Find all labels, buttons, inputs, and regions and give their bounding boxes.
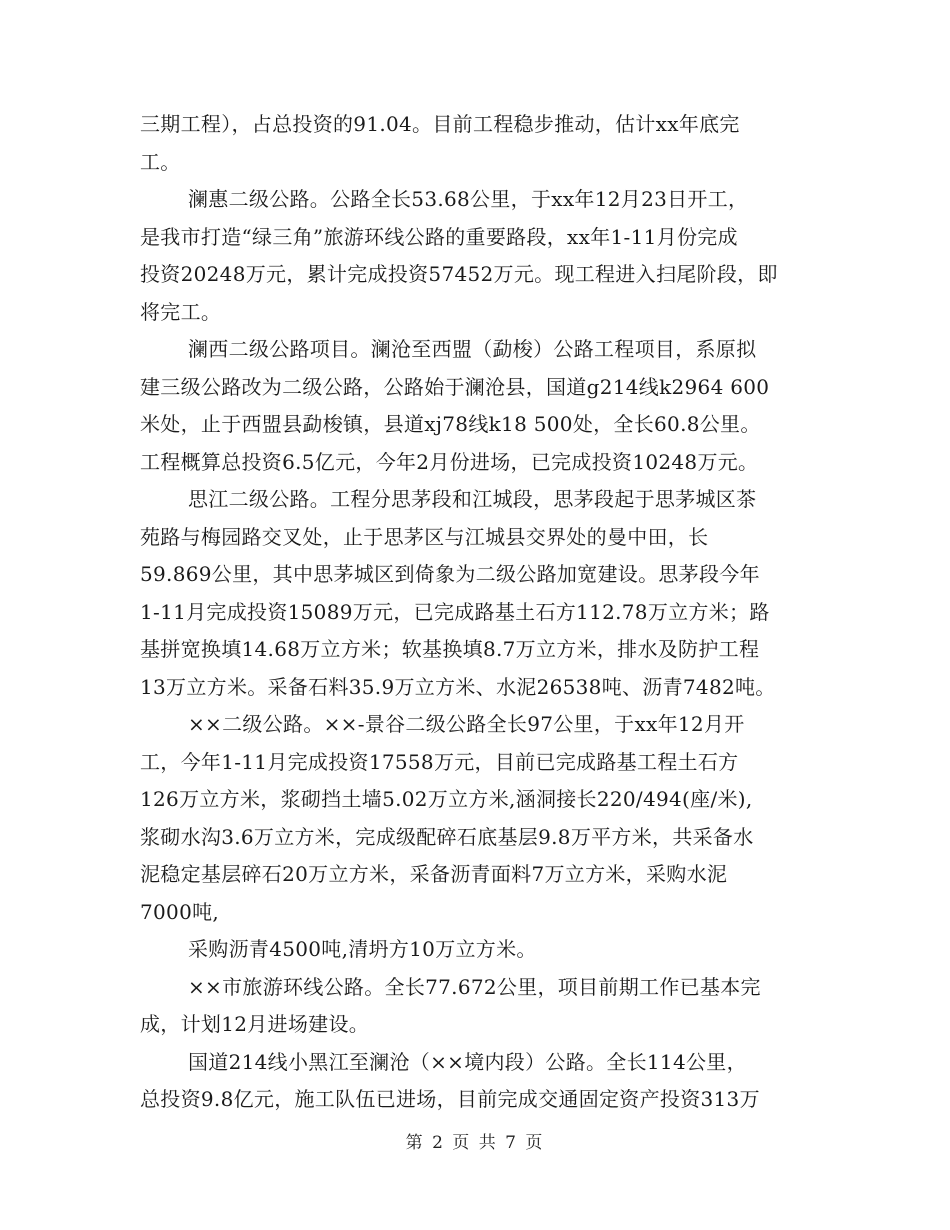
paragraph-line: 126万立方米，浆砌挡土墙5.02万立方米,涵洞接长220/494(座/米), — [140, 787, 753, 811]
paragraph-line: 泥稳定基层碎石20万立方米，采备沥青面料7万立方米，采购水泥 — [140, 862, 728, 886]
body-text — [140, 106, 812, 1119]
paragraph-line: 7000吨, — [140, 899, 220, 924]
paragraph-line: 59.869公里，其中思茅城区到倚象为二级公路加宽建设。思茅段今年 — [140, 562, 760, 586]
paragraph-line: 是我市打造“绿三角”旅游环线公路的重要路段，xx年1-11月份完成 — [140, 224, 738, 249]
paragraph-line: 13万立方米。采备石料35.9万立方米、水泥26538吨、沥青7482吨。 — [140, 674, 776, 699]
paragraph-line: 三期工程），占总投资的91.04。目前工程稳步推动，估计xx年底完 — [140, 112, 740, 136]
paragraph-line: 基拼宽换填14.68万立方米；软基换填8.7万立方米，排水及防护工程 — [140, 637, 760, 661]
paragraph-first-line: 采购沥青4500吨,清坍方10万立方米。 — [188, 937, 537, 961]
paragraph-line: 浆砌水沟3.6万立方米，完成级配碎石底基层9.8万平方米，共采备水 — [140, 824, 754, 849]
paragraph-line: 将完工。 — [140, 299, 222, 324]
paragraph-first-line: 澜惠二级公路。公路全长53.68公里，于xx年12月23日开工， — [188, 187, 749, 211]
page-footer: 第 2 页 共 7 页 — [405, 1133, 545, 1153]
paragraph-first-line: ××二级公路。××-景谷二级公路全长97公里，于xx年12月开 — [188, 712, 745, 736]
paragraph-line: 1-11月完成投资15089万元，已完成路基土石方112.78万立方米；路 — [140, 599, 770, 624]
paragraph-line: 成，计划12月进场建设。 — [140, 1012, 370, 1036]
paragraph-line: 建三级公路改为二级公路，公路始于澜沧县，国道g214线k2964 600 — [140, 374, 770, 399]
paragraph-first-line: 澜西二级公路项目。澜沧至西盟（勐梭）公路工程项目，系原拟 — [188, 337, 757, 361]
paragraph-line: 工。 — [140, 149, 181, 174]
paragraph-line: 米处，止于西盟县勐梭镇，县道xj78线k18 500处，全长60.8公里。 — [140, 412, 761, 436]
paragraph-line: 总投资9.8亿元，施工队伍已进场，目前完成交通固定资产投资313万 — [140, 1087, 760, 1111]
paragraph-line: 投资20248万元，累计完成投资57452万元。现工程进入扫尾阶段，即 — [140, 262, 778, 286]
paragraph-first-line: 国道214线小黑江至澜沧（××境内段）公路。全长114公里， — [188, 1049, 747, 1074]
paragraph-first-line: ××市旅游环线公路。全长77.672公里，项目前期工作已基本完 — [188, 974, 761, 999]
paragraph-first-line: 思江二级公路。工程分思茅段和江城段，思茅段起于思茅城区茶 — [188, 487, 757, 511]
paragraph-line: 工，今年1-11月完成投资17558万元，目前已完成路基工程土石方 — [140, 749, 739, 774]
paragraph-line: 工程概算总投资6.5亿元，今年2月份进场，已完成投资10248万元。 — [140, 449, 759, 474]
paragraph-line: 苑路与梅园路交叉处，止于思茅区与江城县交界处的曼中田，长 — [140, 524, 709, 549]
